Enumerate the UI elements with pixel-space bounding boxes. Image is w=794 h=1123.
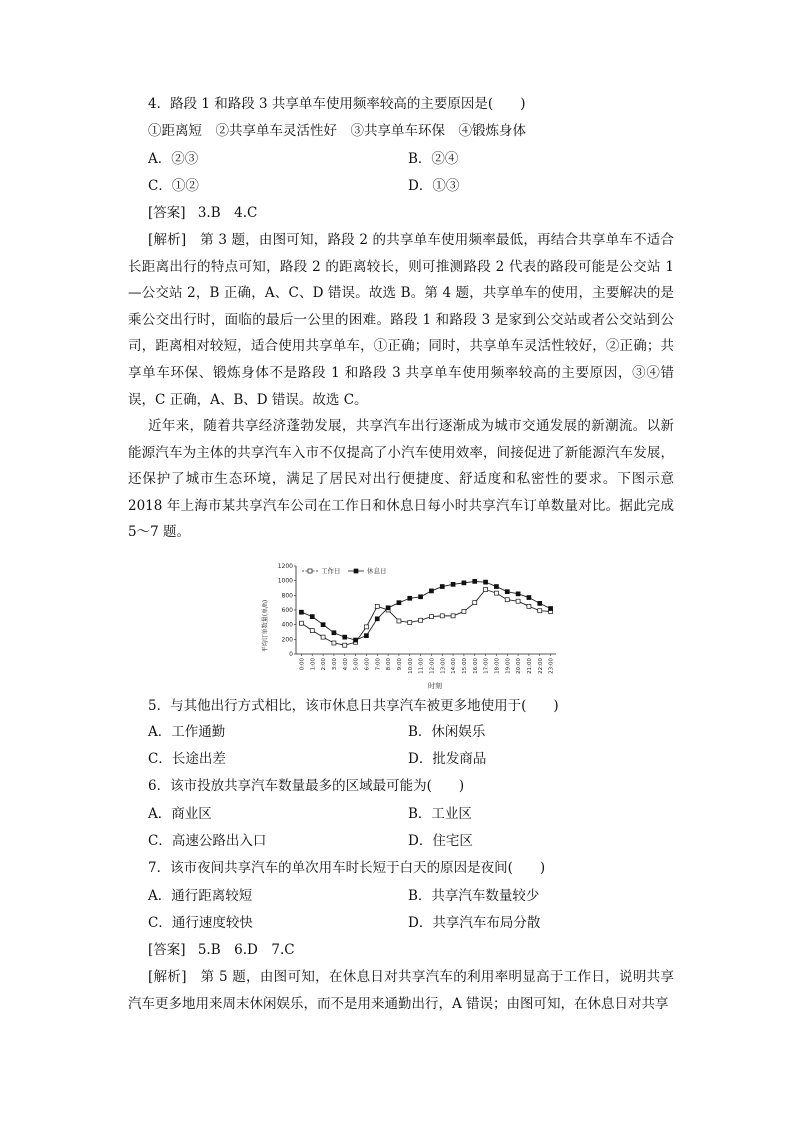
answer-text: 3.B 4.C <box>197 205 258 221</box>
holiday-point <box>451 582 455 586</box>
x-tick-label: 15:00 <box>461 658 468 674</box>
holiday-point <box>375 617 379 621</box>
x-tick-label: 5:00 <box>353 658 360 671</box>
holiday-line <box>301 581 550 640</box>
holiday-point <box>429 589 433 593</box>
x-tick-label: 4:00 <box>342 658 349 671</box>
question-7-stem: 7．该市夜间共享汽车的单次用车时长短于白天的原因是夜间( ) <box>148 860 546 876</box>
workday-point <box>364 625 368 629</box>
x-tick-label: 1:00 <box>310 658 317 671</box>
x-tick-label: 14:00 <box>451 658 458 674</box>
workday-point <box>321 635 325 639</box>
holiday-point <box>299 610 303 614</box>
x-tick-label: 2:00 <box>321 658 328 671</box>
intro-paragraph <box>128 413 674 546</box>
legend-marker <box>354 569 358 573</box>
holiday-point <box>310 615 314 619</box>
answer-block-1 <box>148 203 257 223</box>
holiday-point <box>473 579 477 583</box>
x-tick-label: 7:00 <box>375 658 382 671</box>
answer-block-2 <box>148 940 295 960</box>
x-tick-label: 16:00 <box>472 658 479 674</box>
workday-line <box>301 589 550 645</box>
holiday-point <box>397 601 401 605</box>
x-tick-label: 0:00 <box>299 658 306 671</box>
workday-point <box>375 604 379 608</box>
x-tick-label: 8:00 <box>386 658 393 671</box>
x-tick-label: 17:00 <box>483 658 490 674</box>
legend-label: 休息日 <box>367 567 387 575</box>
order-count-chart <box>258 560 568 692</box>
workday-point <box>299 621 303 625</box>
holiday-point <box>462 581 466 585</box>
workday-point <box>484 587 488 591</box>
analysis-block-2 <box>128 964 674 1017</box>
q4-option-d: D．①③ <box>408 178 460 194</box>
q7-option-c: C．通行速度较快 <box>148 915 253 931</box>
holiday-point <box>408 596 412 600</box>
holiday-point <box>484 580 488 584</box>
analysis-text: 第 3 题，由图可知，路段 2 的共享单车使用频率最低，再结合共享单车不适合长距离出行的特点可知，路段 2 的距离较长，则可推测路段 2 代表的路段可能是公交站 1—公交站 2，B 正确，A、C、D 错误。故选 B。第 4 题，共享单车的使用，主要解决的是乘公交出行时，面临的最后一公里的困难。路段 1 和路段 3 是家到公交站或者公交站到公司，距离相对较短，适合使用共享单车，①正确；同时，共享单车灵活性较好，②正确；共享单车环保、锻炼身体不是路段 1 和路段 3 共享单车使用频率较高的主要原因，③④错误，C 正确，A、B、D 错误。故选 C。 <box>128 232 675 408</box>
analysis-label: [解析] <box>148 232 187 248</box>
workday-point <box>494 591 498 595</box>
holiday-point <box>538 601 542 605</box>
y-tick-label: 200 <box>281 636 293 644</box>
question-6-stem: 6．该市投放共享汽车数量最多的区域最可能为( ) <box>148 778 465 794</box>
workday-point <box>397 619 401 623</box>
q6-option-c: C．高速公路出入口 <box>148 833 267 849</box>
x-tick-label: 3:00 <box>331 658 338 671</box>
workday-point <box>516 599 520 603</box>
chart-legend <box>302 566 387 575</box>
holiday-point <box>440 585 444 589</box>
x-tick-label: 9:00 <box>396 658 403 671</box>
y-tick-label: 800 <box>281 592 293 600</box>
holiday-point <box>364 634 368 638</box>
y-tick-label: 0 <box>289 651 293 658</box>
q5-option-a: A．工作通勤 <box>148 724 226 740</box>
workday-point <box>505 598 509 602</box>
answer-label: [答案] <box>148 942 186 958</box>
legend-label: 工作日 <box>321 567 341 575</box>
intro-text: 近年来，随着共享经济蓬勃发展，共享汽车出行逐渐成为城市交通发展的新潮流。以新能源汽车为主体的共享汽车入市不仅提高了小汽车使用效率，间接促进了新能源汽车发展，还保护了城市生态环境，满足了居民对出行便捷度、舒适度和私密性的要求。下图示意 2018 年上海市某共享汽车公司在工作日和休息日每小时共享汽车订单数量对比。据此完成 5～7 题。 <box>128 418 674 541</box>
q4-option-a: A．②③ <box>148 151 199 167</box>
holiday-point <box>516 592 520 596</box>
holiday-point <box>527 596 531 600</box>
workday-point <box>310 629 314 633</box>
workday-point <box>451 614 455 618</box>
holiday-point <box>332 631 336 635</box>
holiday-point <box>354 638 358 642</box>
x-tick-label: 10:00 <box>407 658 414 674</box>
workday-point <box>527 604 531 608</box>
chart-series <box>299 579 552 647</box>
q5-option-c: C．长途出差 <box>148 751 226 767</box>
holiday-point <box>386 606 390 610</box>
answer-label: [答案] <box>148 205 186 221</box>
workday-point <box>429 615 433 619</box>
x-tick-label: 12:00 <box>429 658 436 674</box>
holiday-point <box>419 595 423 599</box>
question-4-items: ①距离短 ②共享单车灵活性好 ③共享单车环保 ④锻炼身体 <box>148 123 526 139</box>
holiday-point <box>343 635 347 639</box>
holiday-point <box>505 590 509 594</box>
q6-option-d: D．住宅区 <box>408 833 473 849</box>
q7-option-d: D．共享汽车布局分散 <box>408 915 541 931</box>
q6-option-b: B．工业区 <box>408 806 472 822</box>
x-tick-label: 13:00 <box>440 658 447 674</box>
q4-option-b: B．②④ <box>408 151 459 167</box>
question-5-stem: 5．与其他出行方式相比，该市休息日共享汽车被更多地使用于( ) <box>148 698 559 714</box>
x-tick-label: 11:00 <box>418 658 425 674</box>
x-tick-label: 19:00 <box>505 658 512 674</box>
answer-text: 5.B 6.D 7.C <box>197 942 295 958</box>
q5-option-b: B．休闲娱乐 <box>408 724 486 740</box>
y-tick-label: 400 <box>281 621 293 629</box>
x-tick-label: 6:00 <box>364 658 371 671</box>
chart-axes <box>278 563 556 674</box>
legend-marker <box>308 569 312 573</box>
workday-point <box>332 641 336 645</box>
q5-option-d: D．批发商品 <box>408 751 487 767</box>
workday-point <box>343 643 347 647</box>
x-tick-label: 21:00 <box>526 658 533 674</box>
analysis-block-1 <box>128 227 674 413</box>
workday-point <box>419 618 423 622</box>
y-tick-label: 600 <box>281 607 293 614</box>
q6-option-a: A．商业区 <box>148 806 212 822</box>
analysis-label: [解析] <box>148 969 187 985</box>
x-tick-label: 23:00 <box>548 658 555 674</box>
holiday-point <box>549 607 553 611</box>
q7-option-b: B．共享汽车数量较少 <box>408 888 540 904</box>
holiday-point <box>494 585 498 589</box>
workday-point <box>440 614 444 618</box>
x-tick-label: 18:00 <box>494 658 501 674</box>
x-axis-label: 时刻 <box>428 682 442 690</box>
y-tick-label: 1200 <box>277 563 293 570</box>
workday-point <box>473 601 477 605</box>
analysis-text: 第 5 题，由图可知，在休息日对共享汽车的利用率明显高于工作日，说明共享汽车更多地用来周末休闲娱乐，而不是用来通勤出行，A 错误；由图可知，在休息日对共享 <box>128 969 675 1012</box>
y-axis-label: 平均订单数量(单/h) <box>262 599 269 653</box>
q7-option-a: A．通行距离较短 <box>148 888 253 904</box>
workday-point <box>462 609 466 613</box>
q4-option-c: C．①② <box>148 178 199 194</box>
workday-point <box>538 609 542 613</box>
workday-point <box>408 620 412 624</box>
x-tick-label: 20:00 <box>516 658 523 674</box>
holiday-point <box>321 623 325 627</box>
question-4-stem: 4．路段 1 和路段 3 共享单车使用频率较高的主要原因是( ) <box>148 96 526 112</box>
y-tick-label: 1000 <box>277 577 293 585</box>
x-tick-label: 22:00 <box>537 658 544 674</box>
